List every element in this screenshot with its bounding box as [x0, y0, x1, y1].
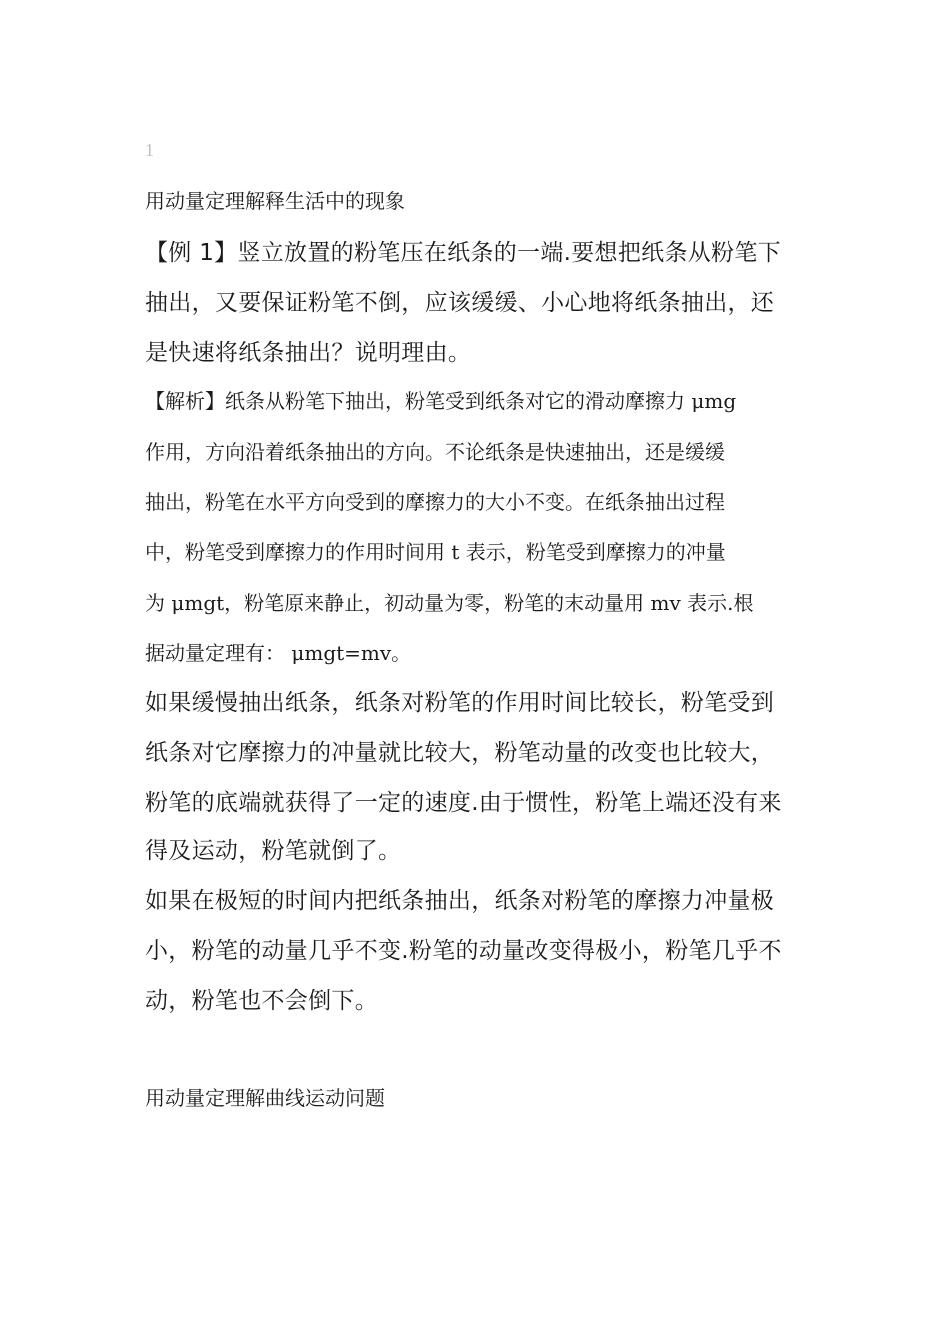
analysis-line-6: 据动量定理有： μmgt=mv。	[145, 641, 412, 665]
slow-pull-line-2: 纸条对它摩擦力的冲量就比较大，粉笔动量的改变也比较大，	[145, 740, 775, 766]
fast-pull-line-3: 动，粉笔也不会倒下。	[145, 988, 378, 1014]
slow-pull-line-3: 粉笔的底端就获得了一定的速度.由于惯性，粉笔上端还没有来	[145, 790, 782, 816]
page-number: 1	[145, 140, 154, 160]
example-line-2: 抽出，又要保证粉笔不倒，应该缓缓、小心地将纸条抽出，还	[145, 290, 775, 316]
example-line-1: 【例 1】竖立放置的粉笔压在纸条的一端.要想把纸条从粉笔下	[145, 240, 781, 266]
section-title-phenomena: 用动量定理解释生活中的现象	[145, 189, 405, 213]
analysis-line-5: 为 μmgt，粉笔原来静止，初动量为零，粉笔的末动量用 mv 表示.根	[145, 591, 754, 615]
analysis-line-2: 作用，方向沿着纸条抽出的方向。不论纸条是快速抽出，还是缓缓	[145, 440, 725, 464]
section-title-curved-motion: 用动量定理解曲线运动问题	[145, 1086, 385, 1110]
fast-pull-line-2: 小，粉笔的动量几乎不变.粉笔的动量改变得极小，粉笔几乎不	[145, 938, 782, 964]
analysis-line-1: 【解析】纸条从粉笔下抽出，粉笔受到纸条对它的滑动摩擦力 μmg	[145, 389, 737, 413]
slow-pull-line-4: 得及运动，粉笔就倒了。	[145, 838, 402, 864]
example-line-3: 是快速将纸条抽出？说明理由。	[145, 340, 472, 366]
analysis-line-4: 中，粉笔受到摩擦力的作用时间用 t 表示，粉笔受到摩擦力的冲量	[145, 540, 726, 564]
fast-pull-line-1: 如果在极短的时间内把纸条抽出，纸条对粉笔的摩擦力冲量极	[145, 888, 775, 914]
analysis-line-3: 抽出，粉笔在水平方向受到的摩擦力的大小不变。在纸条抽出过程	[145, 490, 725, 514]
slow-pull-line-1: 如果缓慢抽出纸条，纸条对粉笔的作用时间比较长，粉笔受到	[145, 690, 775, 716]
